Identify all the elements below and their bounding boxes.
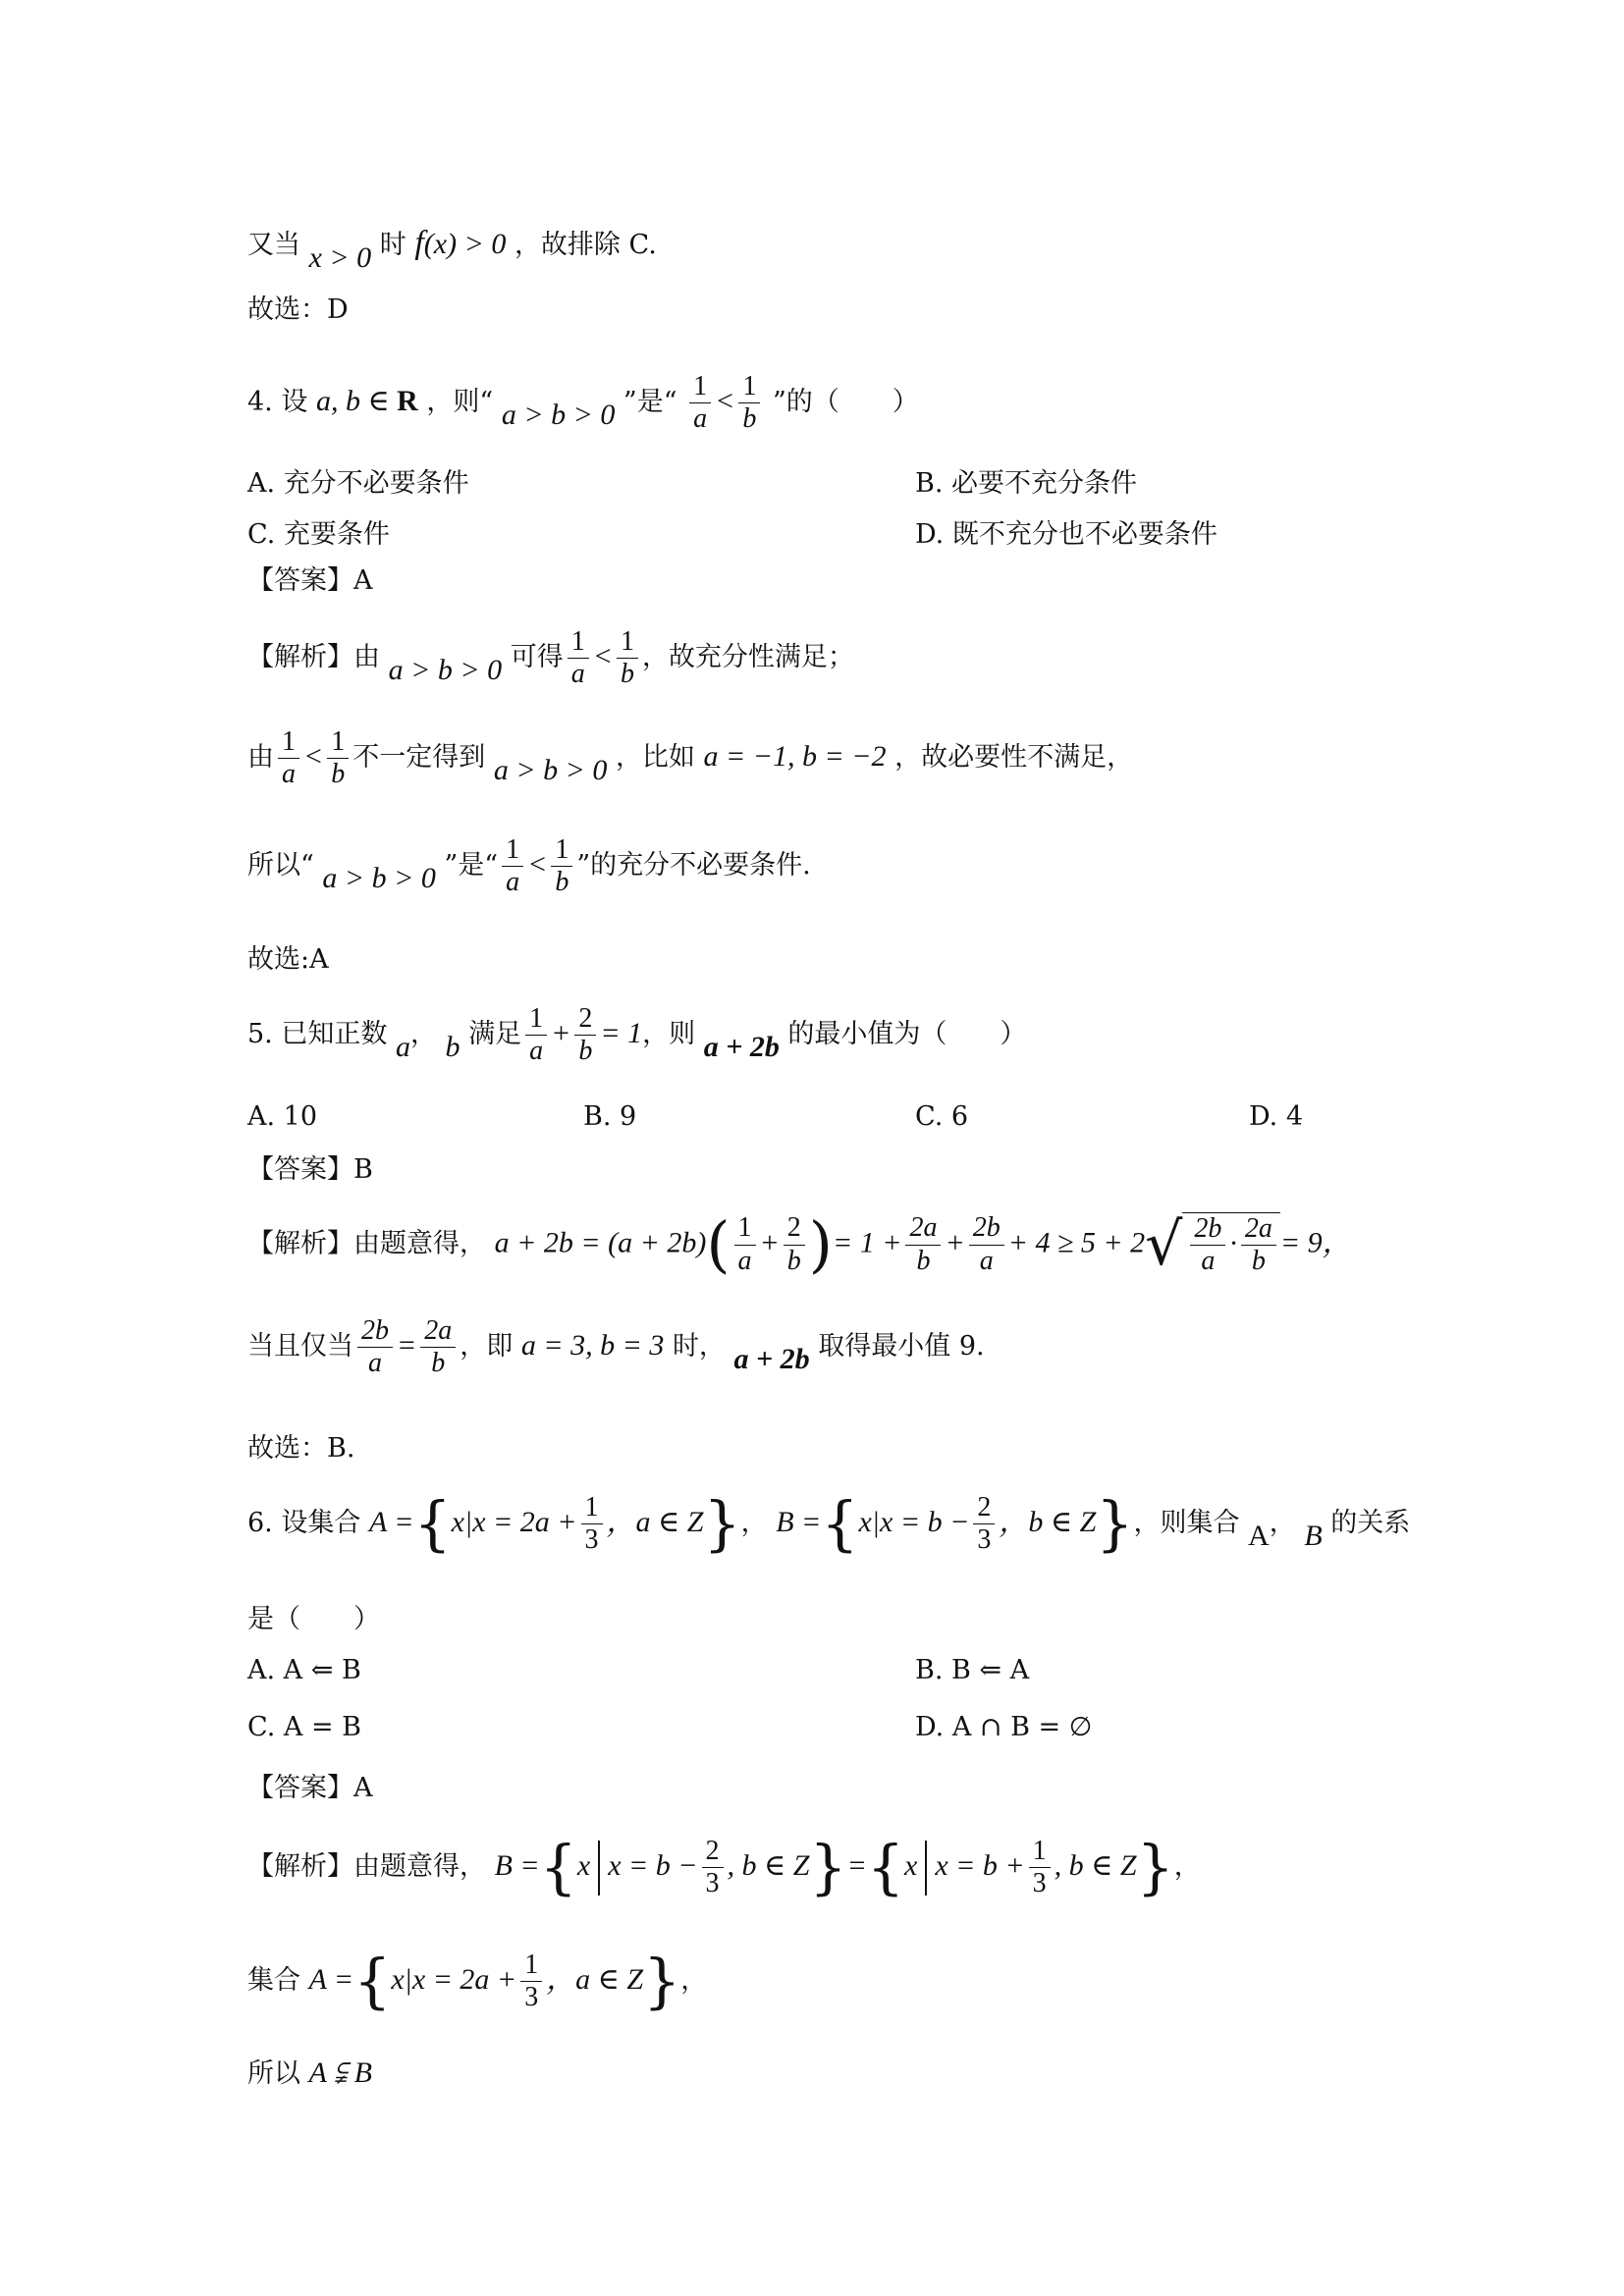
math: , b ∈ Z <box>727 1849 810 1883</box>
math: B = <box>494 1849 540 1883</box>
text: 由 <box>247 742 274 774</box>
numerator: 2b <box>969 1212 1004 1245</box>
fraction <box>357 1315 393 1379</box>
text: 当且仅当 <box>247 1331 353 1362</box>
fraction <box>617 626 638 690</box>
text: ，故必要性不满足， <box>894 742 1134 774</box>
numerator: 2 <box>574 1003 596 1036</box>
q6-option-b: B. B ⇐ A <box>915 1655 1030 1685</box>
math: ，a ∈ Z <box>546 1963 644 1997</box>
denominator: b <box>916 1245 931 1276</box>
brace: { <box>353 1947 392 2016</box>
fraction <box>973 1492 995 1556</box>
q4-selection: 故选:A <box>247 944 329 975</box>
q5-option-a: A. 10 <box>247 1101 318 1132</box>
divider <box>598 1841 600 1896</box>
text: 5. 已知正数 <box>247 1019 388 1050</box>
math: a > b > 0 <box>493 754 608 787</box>
math: · <box>1229 1227 1237 1259</box>
math: + <box>551 1017 571 1050</box>
text: ， <box>1269 1508 1296 1539</box>
q5-answer: 【答案】B <box>247 1154 373 1185</box>
math: = <box>397 1329 417 1362</box>
text: 时， <box>672 1331 726 1362</box>
math: + <box>945 1226 965 1259</box>
sqrt <box>1182 1212 1280 1277</box>
math: = <box>846 1849 867 1883</box>
denominator: b <box>1251 1246 1266 1276</box>
text: 所以 <box>247 2058 300 2089</box>
q4-option-b: B. 必要不充分条件 <box>915 468 1138 499</box>
fraction <box>525 1003 547 1067</box>
text: ”是“ <box>623 387 677 418</box>
fraction <box>568 626 589 690</box>
q6-analysis-2 <box>247 1947 708 2016</box>
denominator: b <box>620 659 634 690</box>
denominator: 3 <box>584 1524 599 1556</box>
denominator: a <box>693 403 708 435</box>
numerator: 1 <box>568 626 589 659</box>
math: x|x = 2a + <box>391 1963 517 1997</box>
math: f <box>414 225 424 261</box>
fraction <box>502 834 523 898</box>
text: ”的（ ） <box>772 387 919 418</box>
denominator: a <box>979 1245 994 1276</box>
math: A = <box>308 1963 354 1997</box>
math: + <box>759 1226 780 1259</box>
denominator: a <box>737 1245 752 1276</box>
math: x <box>904 1849 918 1883</box>
brace: } <box>643 1947 681 2016</box>
numerator: 1 <box>502 834 523 867</box>
q5-option-b: B. 9 <box>583 1101 637 1132</box>
denominator: 3 <box>1032 1868 1047 1899</box>
text: 满足 <box>468 1019 522 1050</box>
q4-analysis-2 <box>247 726 1133 790</box>
math: b <box>445 1031 460 1064</box>
fraction <box>327 726 349 790</box>
text: 所以“ <box>247 850 314 881</box>
math: B = <box>776 1506 822 1539</box>
numerator: 1 <box>689 371 711 403</box>
q4-answer: 【答案】A <box>247 565 373 596</box>
text: ，即 <box>460 1331 514 1362</box>
text: 【解析】由题意得， <box>247 1851 486 1883</box>
math: < <box>527 848 548 881</box>
q6-option-d: D. A ∩ B = ∅ <box>915 1712 1093 1742</box>
numerator: 1 <box>581 1492 603 1524</box>
math: a > b > 0 <box>388 654 503 687</box>
text: ， <box>409 1019 437 1050</box>
denominator: 3 <box>524 1982 539 2013</box>
denominator: a <box>282 759 296 790</box>
brace: } <box>703 1489 741 1559</box>
text: ”的充分不必要条件. <box>576 850 811 881</box>
q6-option-a: A. A ⇐ B <box>247 1655 361 1685</box>
q4-option-a: A. 充分不必要条件 <box>247 468 469 499</box>
q5-selection: 故选：B. <box>247 1433 355 1464</box>
numerator: 2 <box>702 1836 724 1868</box>
brace: } <box>809 1833 847 1902</box>
fraction <box>1241 1213 1276 1277</box>
text: 的最小值为（ ） <box>787 1019 1027 1050</box>
math: a + 2b = (a + 2b) <box>494 1226 707 1259</box>
question-6 <box>247 1489 1411 1559</box>
denominator: 3 <box>705 1868 720 1899</box>
text: ，故充分性满足； <box>641 642 854 673</box>
math: a, b ∈ <box>315 385 398 418</box>
math: + 4 ≥ 5 + 2 <box>1007 1226 1146 1259</box>
math: a + 2b <box>733 1343 810 1376</box>
question-6-cont: 是（ ） <box>247 1604 380 1634</box>
text: 的关系 <box>1330 1508 1411 1539</box>
math: ，b ∈ Z <box>999 1506 1097 1539</box>
numerator: 2a <box>420 1315 456 1348</box>
brace: } <box>1096 1489 1134 1559</box>
math: A = <box>368 1506 414 1539</box>
q6-option-c: C. A = B <box>247 1712 361 1742</box>
text: ，故排除 C. <box>514 230 657 260</box>
q4-analysis-3 <box>247 834 811 898</box>
fraction <box>738 371 760 435</box>
text: ，比如 <box>615 742 695 774</box>
text: 4. 设 <box>247 387 308 418</box>
denominator: b <box>742 403 757 435</box>
fraction <box>689 371 711 435</box>
denominator: b <box>331 759 346 790</box>
text: ， <box>1173 1851 1201 1883</box>
q5-option-c: C. 6 <box>915 1101 969 1132</box>
denominator: a <box>529 1036 544 1067</box>
math: x > 0 <box>308 241 372 274</box>
denominator: b <box>555 867 569 898</box>
numerator: 1 <box>738 371 760 403</box>
numerator: 1 <box>327 726 349 759</box>
math: x|x = 2a + <box>451 1506 577 1539</box>
q5-analysis-1 <box>247 1209 1352 1280</box>
brace: { <box>413 1489 452 1559</box>
divider <box>925 1841 927 1896</box>
denominator: a <box>368 1348 382 1379</box>
brace: { <box>821 1489 859 1559</box>
text: ，则 <box>642 1019 696 1050</box>
brace: { <box>539 1833 577 1902</box>
denominator: a <box>1201 1246 1216 1276</box>
math: a > b > 0 <box>322 862 436 895</box>
math: R <box>397 385 418 418</box>
paren: ( <box>706 1208 731 1280</box>
numerator: 1 <box>278 726 299 759</box>
fraction <box>581 1492 603 1556</box>
q4-option-d: D. 既不充分也不必要条件 <box>915 519 1218 550</box>
math: A <box>1248 1520 1270 1553</box>
line-2: 故选：D <box>247 294 349 325</box>
q5-option-d: D. 4 <box>1249 1101 1304 1132</box>
math: = 9， <box>1279 1226 1352 1259</box>
q6-analysis-1 <box>247 1833 1201 1902</box>
question-4 <box>247 371 919 435</box>
text: 【解析】由题意得， <box>247 1228 486 1259</box>
numerator: 2 <box>973 1492 995 1524</box>
denominator: a <box>570 659 585 690</box>
text: 又当 <box>247 230 300 260</box>
text: ”是“ <box>444 850 499 881</box>
text: 取得最小值 9. <box>818 1331 985 1362</box>
fraction <box>905 1212 941 1276</box>
numerator: 2a <box>1241 1213 1276 1246</box>
brace: { <box>866 1833 905 1902</box>
text: 不一定得到 <box>352 742 486 774</box>
math: (x) > 0 <box>423 228 507 260</box>
fraction <box>1029 1836 1051 1899</box>
text: 可得 <box>510 642 564 673</box>
numerator: 2b <box>1190 1213 1225 1246</box>
q6-answer: 【答案】A <box>247 1773 373 1803</box>
fraction <box>278 726 299 790</box>
numerator: 2 <box>784 1212 805 1245</box>
math: x|x = b − <box>858 1506 970 1539</box>
q5-analysis-2 <box>247 1315 985 1379</box>
math: = 1 <box>600 1017 643 1050</box>
fraction <box>969 1212 1004 1276</box>
math: a = −1, b = −2 <box>703 740 887 774</box>
math: , b ∈ Z <box>1054 1849 1137 1883</box>
fraction <box>520 1949 542 2013</box>
numerator: 1 <box>525 1003 547 1036</box>
numerator: 1 <box>1029 1836 1051 1868</box>
q4-option-c: C. 充要条件 <box>247 519 390 550</box>
numerator: 2b <box>357 1315 393 1348</box>
text: 时 <box>379 230 406 260</box>
sqrt-sign: √ <box>1145 1210 1183 1279</box>
q6-analysis-3 <box>247 2056 372 2091</box>
math: ，a ∈ Z <box>606 1506 704 1539</box>
text: ， <box>740 1508 768 1539</box>
text: 【解析】由 <box>247 642 380 673</box>
fraction <box>1190 1213 1225 1277</box>
text: ， <box>680 1965 708 1997</box>
numerator: 1 <box>551 834 572 867</box>
math: a > b > 0 <box>501 399 616 432</box>
numerator: 2a <box>905 1212 941 1245</box>
math: = 1 + <box>832 1226 902 1259</box>
text: ，则“ <box>426 387 494 418</box>
question-5 <box>247 1003 1026 1067</box>
math: x = b − <box>608 1849 698 1883</box>
numerator: 1 <box>734 1212 756 1245</box>
text: 集合 <box>247 1965 300 1997</box>
denominator: b <box>578 1036 593 1067</box>
brace: } <box>1136 1833 1174 1902</box>
math: a = 3, b = 3 <box>520 1329 665 1362</box>
fraction <box>574 1003 596 1067</box>
fraction <box>420 1315 456 1379</box>
math: a <box>395 1031 410 1064</box>
denominator: a <box>506 867 520 898</box>
math: B <box>1304 1520 1323 1553</box>
math: a + 2b <box>703 1031 780 1064</box>
fraction <box>784 1212 805 1276</box>
fraction <box>702 1836 724 1899</box>
denominator: 3 <box>977 1524 992 1556</box>
denominator: b <box>786 1245 801 1276</box>
numerator: 1 <box>617 626 638 659</box>
numerator: 1 <box>520 1949 542 1982</box>
line-1 <box>247 224 657 274</box>
fraction <box>734 1212 756 1276</box>
text: 6. 设集合 <box>247 1508 361 1539</box>
math: A ⫋ B <box>308 2056 372 2089</box>
math: x <box>576 1849 591 1883</box>
denominator: b <box>431 1348 446 1379</box>
paren: ) <box>808 1208 833 1280</box>
math: < <box>592 640 613 673</box>
math: < <box>715 385 735 418</box>
math: x = b + <box>935 1849 1025 1883</box>
fraction <box>551 834 572 898</box>
math: < <box>303 740 324 774</box>
text: ，则集合 <box>1133 1508 1240 1539</box>
q4-analysis-1 <box>247 626 854 690</box>
